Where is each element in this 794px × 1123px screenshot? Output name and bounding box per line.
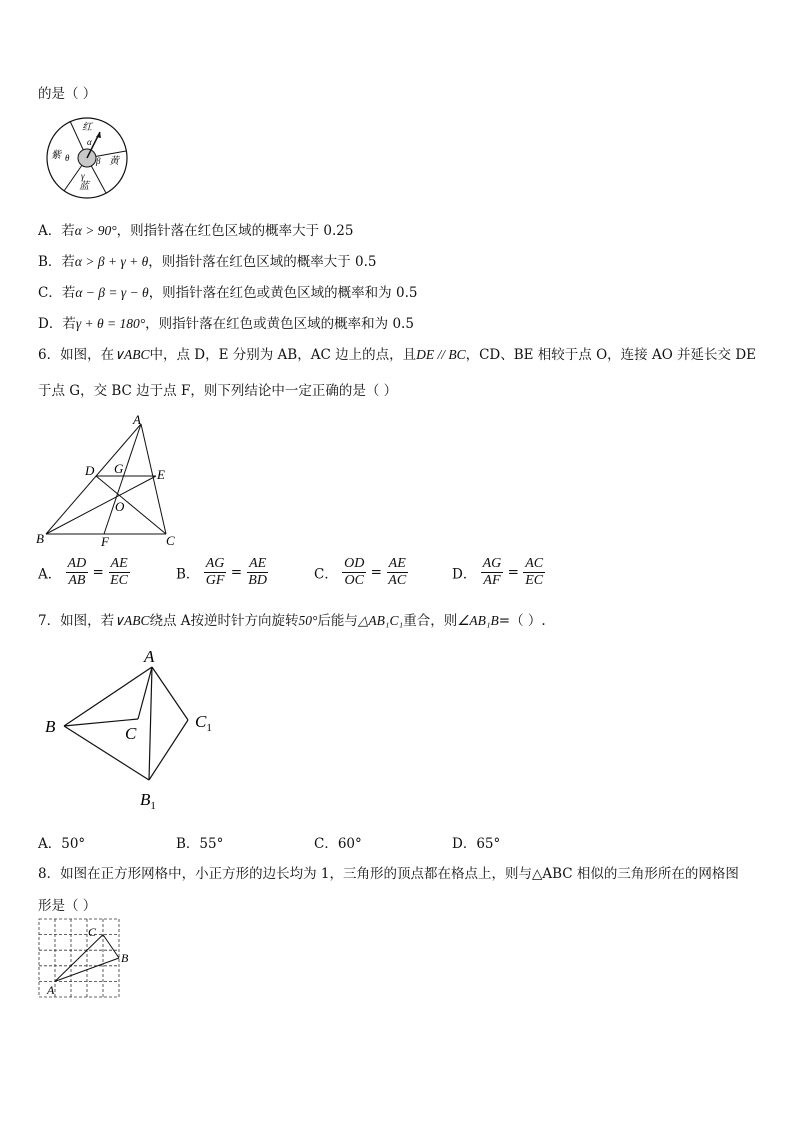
spinner-label-blue: 蓝 (79, 181, 89, 192)
q6-option-b: B． $\frac{AG}{GF}$ = $\frac{AE}{BD}$ (176, 556, 267, 588)
q5-option-d: D．若γ + θ = 180°，则指针落在红色或黄色区域的概率和为 0.5 (38, 316, 414, 332)
q7-option-a: A．50° (38, 836, 86, 852)
q6-label-b: B (36, 531, 44, 546)
q5-option-b: B．若α > β + γ + θ，则指针落在红色区域的概率大于 0.5 (38, 254, 377, 270)
q8-label-a: A (47, 983, 55, 997)
q8-label-b: B (121, 951, 129, 965)
q6-label-c: C (166, 533, 175, 548)
spinner-theta: θ (65, 153, 70, 163)
q6-label-d: D (85, 463, 95, 478)
q5-option-a: A．若α > 90°，则指针落在红色区域的概率大于 0.25 (38, 223, 354, 239)
q7-stem: 7．如图，若∨ABC绕点 A按逆时针方向旋转50°后能与△AB₁C₁重合，则∠AB₁B=（ ）. (38, 613, 546, 629)
spinner-figure (44, 115, 130, 201)
spinner-label-purple: 紫 (51, 150, 61, 161)
q8-stem-line2: 形是（ ） (38, 898, 97, 914)
q8-grid-figure (38, 918, 133, 1000)
q6-triangle-figure (34, 412, 184, 547)
q8-stem-line1: 8．如图在正方形网格中，小正方形的边长均为 1，三角形的顶点都在格点上，则与△ABC 相似的三角形所在的网格图 (38, 866, 739, 882)
spinner-label-yellow: 黄 (109, 156, 119, 167)
q7-label-c1: $C_1$ (195, 712, 212, 734)
q6-stem-line2: 于点 G，交 BC 边于点 F，则下列结论中一定正确的是（ ） (38, 383, 398, 399)
spinner-beta: β (96, 156, 101, 166)
q7-label-c: C (125, 724, 137, 743)
q7-rotation-figure (40, 645, 230, 815)
q6-label-a: A (133, 412, 141, 427)
q7-label-a: A (144, 647, 155, 666)
q6-label-g: G (114, 461, 124, 476)
spinner-label-red: 红 (82, 122, 92, 133)
q8-label-c: C (88, 925, 97, 939)
q7-label-b: B (45, 717, 56, 736)
q6-stem-line1: 6．如图，在∨ABC中，点 D，E 分别为 AB，AC 边上的点，且DE // BC，CD、BE 相较于点 O，连接 AO 并延长交 DE (38, 347, 757, 363)
spinner-alpha: α (87, 137, 92, 147)
spinner-gamma: γ (81, 171, 85, 181)
q7-label-b1: $B_1$ (140, 790, 156, 812)
q7-option-d: D．65° (452, 836, 501, 852)
q7-option-b: B．55° (176, 836, 224, 852)
q5-option-c: C．若α − β = γ − θ，则指针落在红色或黄色区域的概率和为 0.5 (38, 285, 418, 301)
q6-label-f: F (101, 534, 109, 549)
q7-option-c: C．60° (314, 836, 362, 852)
q5-stem-tail: 的是（ ） (38, 86, 97, 102)
q6-option-d: D． $\frac{AG}{AF}$ = $\frac{AC}{EC}$ (452, 556, 544, 588)
q6-option-a: A． $\frac{AD}{AB}$ = $\frac{AE}{EC}$ (38, 556, 129, 588)
q6-label-o: O (115, 499, 125, 514)
q6-label-e: E (157, 467, 165, 482)
q6-option-c: C． $\frac{OD}{OC}$ = $\frac{AE}{AC}$ (314, 556, 407, 588)
